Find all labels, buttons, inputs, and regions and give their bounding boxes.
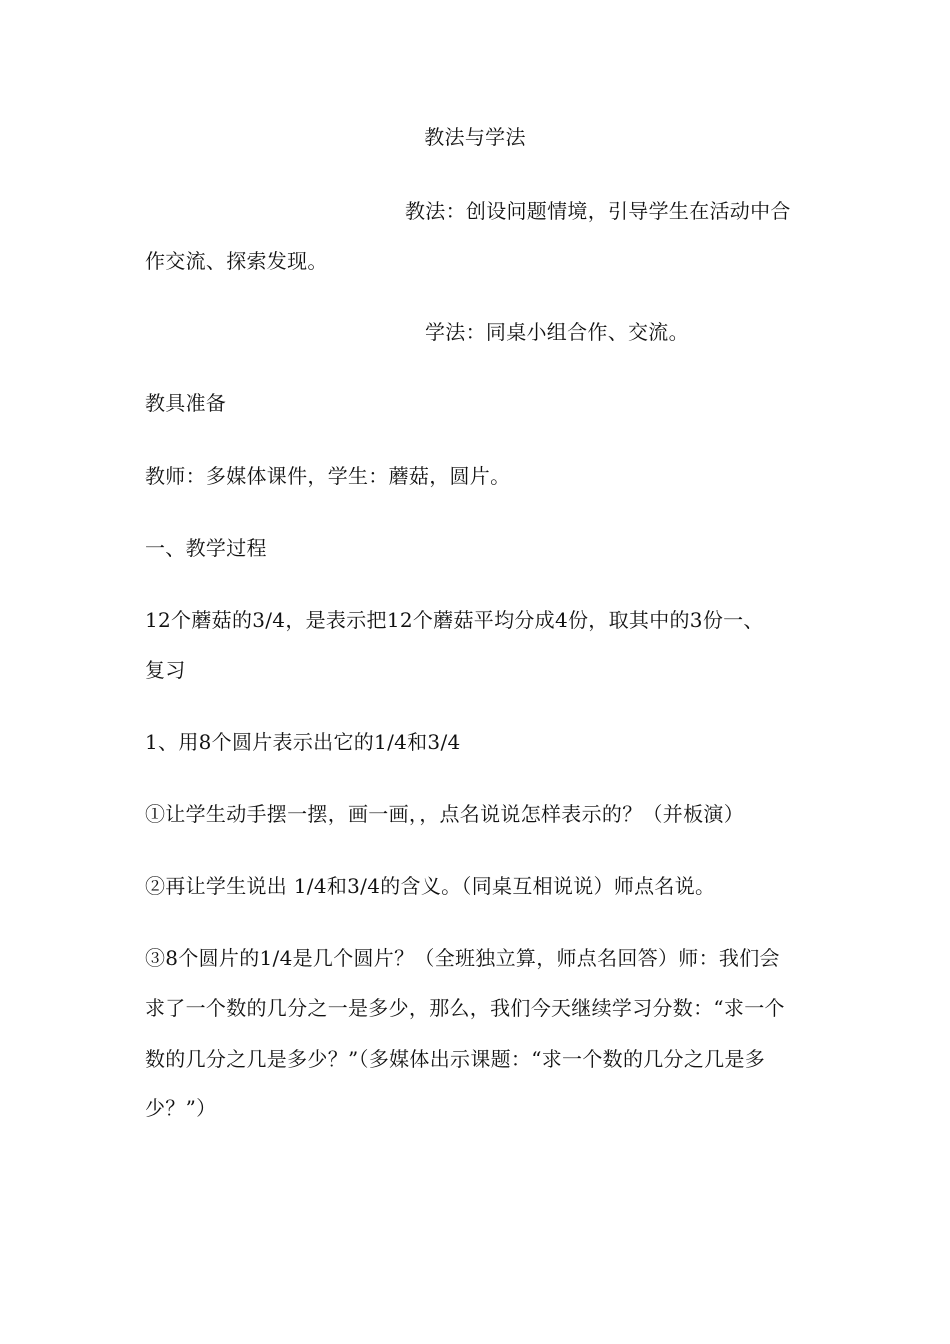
text-line: 求了一个数的几分之一是多少，那么，我们今天继续学习分数：“求一个 bbox=[145, 996, 785, 1020]
text-line: 复习 bbox=[145, 658, 186, 682]
text-line: 少？”） bbox=[145, 1096, 217, 1120]
text-line: 教师：多媒体课件，学生：蘑菇，圆片。 bbox=[145, 464, 511, 488]
text-line: 学法：同桌小组合作、交流。 bbox=[425, 320, 689, 344]
text-line: ②再让学生说出 1/4和3/4的含义。（同桌互相说说）师点名说。 bbox=[145, 874, 716, 898]
text-line: 数的几分之几是多少？”（多媒体出示课题：“求一个数的几分之几是多 bbox=[145, 1047, 766, 1071]
text-line: 教法：创设问题情境，引导学生在活动中合 bbox=[405, 199, 791, 223]
section-heading: 一、教学过程 bbox=[145, 536, 267, 560]
text-line: ③8个圆片的1/4是几个圆片？（全班独立算，师点名回答）师：我们会 bbox=[145, 946, 780, 970]
text-line: 1、用8个圆片表示出它的1/4和3/4 bbox=[145, 730, 461, 754]
section-heading: 教具准备 bbox=[145, 391, 227, 415]
document-title: 教法与学法 bbox=[424, 125, 526, 149]
text-line: 12个蘑菇的3/4，是表示把12个蘑菇平均分成4份，取其中的3份一、 bbox=[145, 608, 764, 632]
text-line: ①让学生动手摆一摆，画一画，，点名说说怎样表示的？（并板演） bbox=[145, 802, 744, 826]
text-line: 作交流、探索发现。 bbox=[145, 249, 328, 273]
